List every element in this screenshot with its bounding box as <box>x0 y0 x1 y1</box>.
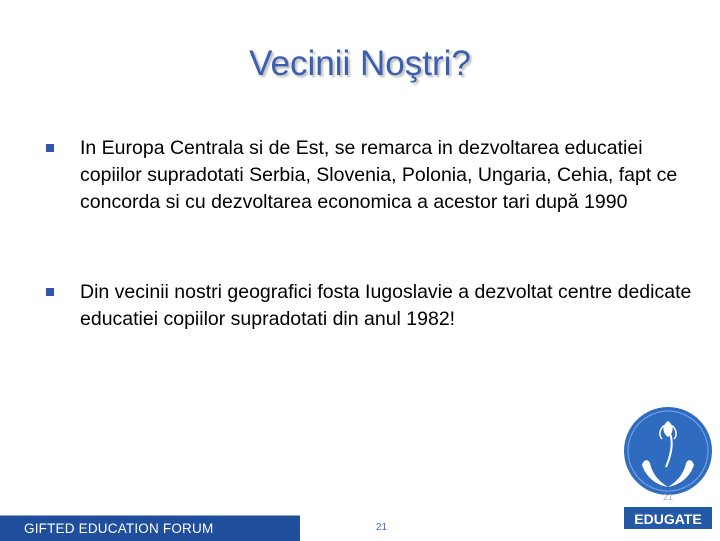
footer-label: GIFTED EDUCATION FORUM <box>24 521 214 536</box>
slide-title: Vecinii Noştri? <box>249 44 471 83</box>
square-bullet-icon <box>46 144 54 152</box>
bullet-text-2: Din vecinii nostri geografici fosta Iugoslavie a dezvoltat centre dedicate educatiei copiilor supradotati din anul 1982! <box>80 281 692 330</box>
square-bullet-icon <box>46 288 54 296</box>
edugate-logo <box>622 405 714 533</box>
bullet-item-1 <box>46 135 696 216</box>
bullet-item-2 <box>46 279 696 333</box>
logo-text: EDUGATE <box>634 511 702 527</box>
bullet-text-1: In Europa Centrala si de Est, se remarca in dezvoltarea educatiei copiilor supradotati Serbia, Slovenia, Polonia, Ungaria, Cehia, fapt ce concorda si cu dezvoltarea economica a acestor tari după 1990 <box>80 137 678 213</box>
footer-bar <box>0 515 300 541</box>
logo-page-number: 21 <box>663 492 674 502</box>
logo-circle <box>624 407 712 495</box>
page-number: 21 <box>376 522 388 533</box>
